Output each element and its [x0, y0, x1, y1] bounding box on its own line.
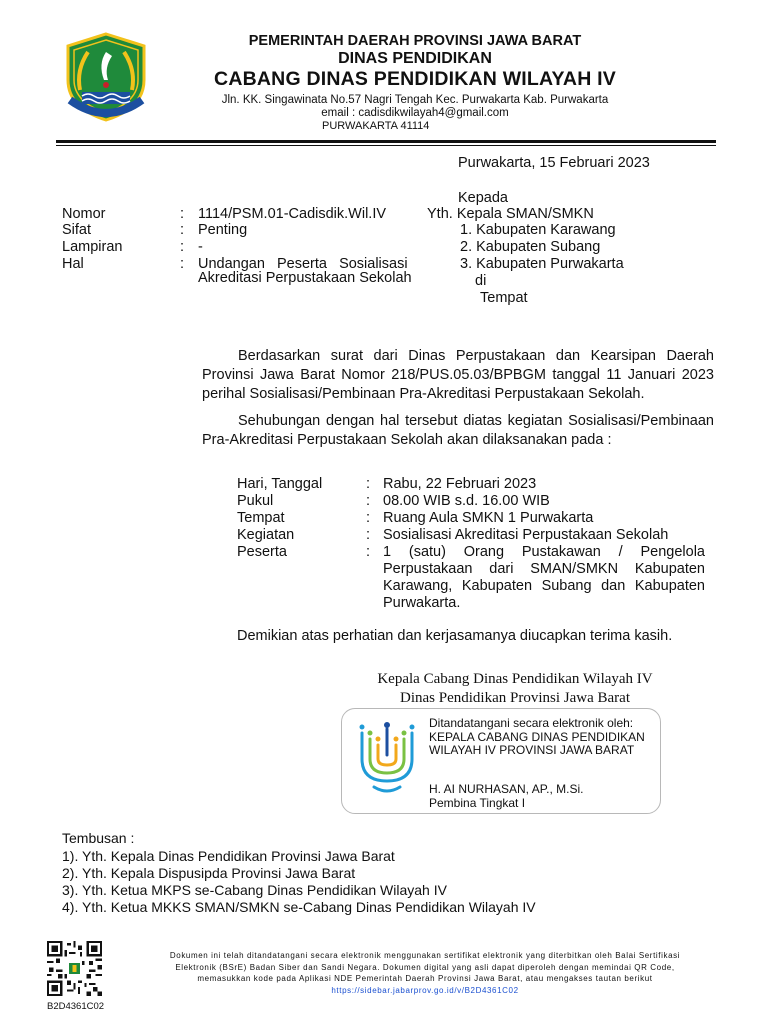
info-sep: : [180, 222, 185, 238]
letter-place-date: Purwakarta, 15 Februari 2023 [458, 155, 650, 171]
signature-title-2: Dinas Pendidikan Provinsi Jawa Barat [400, 690, 630, 706]
recipient-list-item: 2. Kabupaten Subang [460, 239, 601, 255]
tembusan-item: 4). Yth. Ketua MKKS SMAN/SMKN se-Cabang Dinas Pendidikan Wilayah IV [62, 899, 536, 915]
info-value-hal: Undangan Peserta Sosialisasi [198, 256, 408, 272]
recipient-list-item: 1. Kabupaten Karawang [460, 222, 616, 238]
detail-value: Ruang Aula SMKN 1 Purwakarta [383, 510, 594, 526]
signer-position-1: KEPALA CABANG DINAS PENDIDIKAN [429, 730, 645, 744]
recipient-kepada: Kepada [458, 190, 508, 206]
verification-code: B2D4361C02 [47, 1001, 105, 1012]
header-branch: CABANG DINAS PENDIDIKAN WILAYAH IV [214, 68, 616, 90]
signature-title-1: Kepala Cabang Dinas Pendidikan Wilayah IV [377, 671, 653, 687]
info-label-nomor: Nomor [62, 206, 106, 222]
tembusan-title: Tembusan : [62, 830, 135, 846]
detail-sep: : [366, 527, 371, 543]
footer-line-2: Elektronik (BSrE) Badan Siber dan Sandi Negara. Dokumen digital yang asli dapat diperoleh dengan memindai QR Code, [175, 962, 675, 972]
recipient-list-item: 3. Kabupaten Purwakarta [460, 256, 624, 272]
info-label-sifat: Sifat [62, 222, 92, 238]
detail-sep: : [366, 493, 371, 509]
header-government: PEMERINTAH DAERAH PROVINSI JAWA BARAT [248, 33, 582, 49]
closing-sentence: Demikian atas perhatian dan kerjasamanya diucapkan terima kasih. [237, 628, 673, 644]
header-divider-thin [56, 145, 716, 146]
detail-label: Pukul [237, 493, 274, 509]
detail-label: Kegiatan [237, 527, 295, 543]
header-address: Jln. KK. Singawinata No.57 Nagri Tengah Kec. Purwakarta Kab. Purwakarta [221, 94, 609, 106]
info-sep: : [180, 256, 185, 272]
info-label-lampiran: Lampiran [62, 239, 123, 255]
recipient-tempat: Tempat [480, 290, 528, 306]
info-value-lampiran: - [198, 239, 203, 255]
tembusan-item: 3). Yth. Ketua MKPS se-Cabang Dinas Pendidikan Wilayah IV [62, 882, 447, 898]
e-signature-label: Ditandatangani secara elektronik oleh: [429, 716, 634, 730]
info-value-sifat: Penting [198, 222, 248, 238]
footer-line-1: Dokumen ini telah ditandatangani secara elektronik menggunakan sertifikat elektronik yang diterbitkan oleh Balai Sertifikasi [169, 951, 681, 960]
tembusan-item: 2). Yth. Kepala Dispusipda Provinsi Jawa Barat [62, 865, 356, 881]
detail-value-peserta: 1 (satu) Orang Pustakawan / Pengelola Perpustakaan dari SMAN/SMKN Kabupaten Karawang, Kabupaten Subang dan Kabupaten Purwakarta. [383, 544, 705, 611]
header-department: DINAS PENDIDIKAN [338, 50, 492, 67]
detail-label: Tempat [237, 510, 285, 526]
info-value-nomor: 1114/PSM.01-Cadisdik.Wil.IV [198, 206, 387, 222]
bsre-logo-icon [352, 715, 422, 807]
info-value-hal-line2: Akreditasi Perpustakaan Sekolah [198, 270, 412, 286]
detail-value: 08.00 WIB s.d. 16.00 WIB [383, 493, 550, 509]
info-sep: : [180, 239, 185, 255]
header-divider-thick [56, 140, 716, 143]
footer-line-3: memasukkan kode pada Aplikasi NDE Pemerintah Daerah Provinsi Jawa Barat, atau mengakses tautan berikut [197, 974, 653, 983]
signer-name: H. AI NURHASAN, AP., M.Si. [429, 782, 584, 796]
detail-value: Sosialisasi Akreditasi Perpustakaan Sekolah [383, 527, 669, 543]
body-paragraph-2-text: Sehubungan dengan hal tersebut diatas kegiatan Sosialisasi/Pembinaan Pra-Akreditasi Perpustakaan Sekolah akan dilaksanakan pada : [202, 413, 714, 448]
body-paragraph-2 [202, 412, 714, 450]
tembusan-item: 1). Yth. Kepala Dinas Pendidikan Provinsi Jawa Barat [62, 848, 395, 864]
verification-qr-code[interactable] [47, 941, 102, 996]
body-paragraph-1-text: Berdasarkan surat dari Dinas Perpustakaan dan Kearsipan Daerah Provinsi Jawa Barat Nomor 218/PUS.05.03/BPBGM tanggal 11 Januari 2023 perihal Sosialisasi/Pembinaan Pra-Akreditasi Perpustakaan Sekolah. [202, 348, 714, 402]
info-sep: : [180, 206, 185, 222]
detail-value: Rabu, 22 Februari 2023 [383, 476, 537, 492]
detail-sep: : [366, 510, 371, 526]
detail-sep: : [366, 544, 371, 560]
recipient-yth: Yth. Kepala SMAN/SMKN [427, 206, 594, 222]
header-city-postal: PURWAKARTA 41114 [322, 120, 430, 132]
header-email: email : cadisdikwilayah4@gmail.com [321, 107, 509, 119]
detail-label: Hari, Tanggal [237, 476, 323, 492]
detail-sep: : [366, 476, 371, 492]
detail-label: Peserta [237, 544, 287, 560]
verification-link[interactable]: https://sidebar.jabarprov.go.id/v/B2D4361C02 [331, 985, 519, 995]
recipient-di: di [475, 273, 487, 289]
signer-rank: Pembina Tingkat I [429, 796, 526, 810]
body-paragraph-1 [202, 347, 714, 404]
signer-position-2: WILAYAH IV PROVINSI JAWA BARAT [429, 743, 635, 757]
info-label-hal: Hal [62, 256, 84, 272]
footer-notice [130, 950, 720, 996]
jabar-logo [60, 30, 152, 122]
